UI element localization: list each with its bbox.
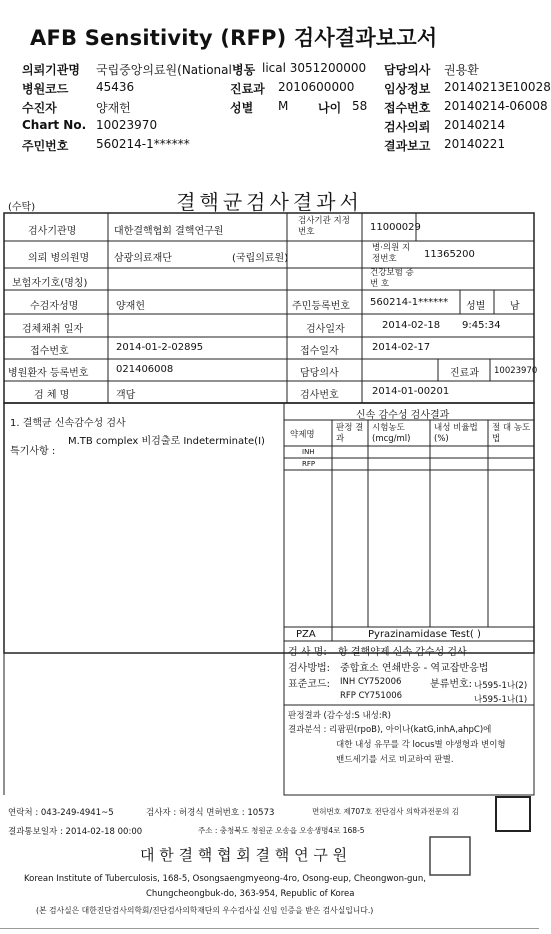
value-doctor: 권용환: [444, 63, 479, 77]
value-age: 58: [352, 99, 368, 113]
value-clinical: 20140213E10028: [444, 80, 551, 94]
label-doctor: 담당의사: [384, 63, 431, 77]
label-hospcode: 병원코드: [22, 82, 69, 96]
value-rrn: 560214-1******: [96, 137, 190, 151]
label-sex: 성별: [230, 101, 254, 115]
lbl-hosp: 의뢰 병의원명: [28, 253, 90, 264]
judge-line1: 판정결과 (감수성:S 내성:R): [288, 711, 391, 721]
lbl-patient: 수검자성명: [30, 301, 79, 312]
val-code: 11000029: [370, 222, 421, 233]
drug-inh: INH: [302, 448, 315, 456]
label-rrn: 주민번호: [22, 139, 69, 153]
sens-h-drug: 약제명: [290, 430, 315, 440]
code-label: 표준코드:: [288, 679, 331, 690]
val-dept: 10023970: [494, 366, 538, 376]
value-request: 20140214: [444, 118, 506, 132]
value-ward: lical 3051200000: [262, 61, 367, 75]
val-test-time: 9:45:34: [462, 320, 501, 331]
method-value: 중합효소 연쇄반응 - 역교잡반응법: [340, 663, 489, 674]
value-patient: 양재헌: [96, 101, 131, 115]
val-inst: 대한결핵협회 결핵연구원: [114, 226, 224, 237]
inh-code: INH CY752006: [340, 677, 402, 687]
class-label: 분류번호:: [430, 679, 473, 690]
lbl-test-date: 검사일자: [306, 324, 345, 335]
val-test-no: 2014-01-00201: [372, 386, 450, 397]
report-title: AFB Sensitivity (RFP) 검사결과보고서: [30, 26, 438, 50]
doc-title: 결핵균검사결과서: [176, 190, 363, 214]
bottom-divider: [0, 928, 539, 929]
val-hosp: 삼광의료재단: [114, 253, 172, 264]
class2: 나595-1나(1): [474, 695, 528, 705]
lbl-code: 검사기관 지정번호: [298, 216, 350, 237]
judge-line3: 대한 내성 유무를 각 locus별 야생형과 변이형: [336, 740, 506, 750]
footer-license: 면허번호 제707호 전단검사 의학과전문의 김: [312, 807, 460, 816]
lbl-hosp-code: 병·의원 지정번호: [372, 243, 411, 264]
val-hosp-note: (국립의료원): [232, 253, 289, 264]
value-dept: 2010600000: [278, 80, 355, 94]
lbl-doctor: 담당의사: [300, 368, 339, 379]
value-report: 20140221: [444, 137, 506, 151]
footer-examiner: 검사자 : 허경식 면허번호 : 10573: [146, 808, 275, 818]
sens-title: 신속 감수성 검사결과: [356, 410, 450, 421]
lbl-receipt-date: 접수일자: [300, 346, 339, 357]
value-chart: 10023970: [96, 118, 158, 132]
lbl-dept: 진료과: [450, 368, 479, 379]
label-patient: 수진자: [22, 101, 57, 115]
label-ward: 병동: [232, 63, 256, 77]
lbl-inst: 검사기관명: [28, 226, 77, 237]
remark-label: 특기사항 :: [10, 446, 56, 457]
label-dept: 진료과: [230, 82, 265, 96]
sens-h-ratio: 내성 비율법(%): [434, 423, 478, 444]
footer-org-en1: Korean Institute of Tuberculosis, 168-5, Osongsaengmyeong-4ro, Osong-eup, Cheongwon-gun,: [24, 874, 426, 884]
value-hospcode: 45436: [96, 80, 135, 94]
value-inst: 국립중앙의료원(National: [96, 63, 232, 77]
lbl-receipt: 접수번호: [30, 346, 69, 357]
val-rrn: 560214-1******: [370, 297, 449, 308]
judge-line2: 결과분석 : 리팜핀(rpoB), 아이나(katG,inhA,ahpC)에: [288, 725, 492, 735]
val-hosp-code: 11365200: [424, 249, 475, 260]
label-clinical: 임상정보: [384, 82, 431, 96]
footer-note: (본 검사실은 대한진단검사의학회/진단검사의학재단의 우수검사실 신임 인증을 받은 검사실입니다.): [36, 906, 374, 915]
lbl-collect: 검체채취 일자: [22, 324, 84, 335]
method-name: 항 결핵약제 신속 감수성 검사: [338, 647, 467, 658]
footer-org-ko: 대 한 결 핵 협 회 결 핵 연 구 원: [140, 846, 348, 864]
test-result: M.TB complex 비검출로 Indeterminate(I): [68, 436, 265, 447]
val-receipt: 2014-01-2-02895: [116, 342, 204, 353]
footer-address: 주소 : 충청북도 청원군 오송읍 오송생명4로 168-5: [198, 826, 365, 835]
lbl-sex: 성별: [466, 301, 486, 312]
pza-text: Pyrazinamidase Test( ): [368, 629, 481, 640]
method-name-label: 검 사 명:: [288, 647, 327, 658]
val-sex: 남: [510, 301, 520, 312]
method-label: 검사방법:: [288, 663, 331, 674]
footer-contact: 연락처 : 043-249-4941~5: [8, 808, 114, 818]
corner-mark: (수탁): [8, 202, 36, 213]
class1: 나595-1나(2): [474, 681, 528, 691]
value-receipt: 20140214-06008: [444, 99, 548, 113]
label-chart: Chart No.: [22, 118, 87, 132]
sens-h-abs: 절 대 농도법: [492, 423, 531, 444]
value-sex: M: [278, 99, 289, 113]
val-reg: 021406008: [116, 364, 174, 375]
label-age: 나이: [318, 101, 342, 115]
test-item: 1. 결핵균 신속감수성 검사: [10, 418, 126, 429]
label-receipt: 접수번호: [384, 101, 431, 115]
val-test-date: 2014-02-18: [382, 320, 441, 331]
label-request: 검사의뢰: [384, 120, 431, 134]
sens-h-judge: 판정 결과: [336, 423, 364, 444]
label-report: 결과보고: [384, 139, 431, 153]
lbl-rrn: 주민등록번호: [292, 301, 350, 312]
drug-rfp: RFP: [302, 460, 316, 468]
val-patient: 양재헌: [116, 301, 145, 312]
footer-org-en2: Chungcheongbuk-do, 363-954, Republic of Korea: [146, 889, 355, 899]
lbl-reg: 병원환자 등록번호: [8, 368, 89, 379]
pza-label: PZA: [296, 629, 316, 640]
footer-notify: 결과통보일자 : 2014-02-18 00:00: [8, 827, 143, 837]
lbl-test-no: 검사번호: [300, 390, 339, 401]
rfp-code: RFP CY751006: [340, 691, 403, 701]
judge-line4: 밴드세기를 서로 비교하여 판별.: [336, 755, 454, 765]
label-inst: 의뢰기관명: [22, 63, 80, 77]
lbl-specimen: 검 체 명: [34, 390, 70, 401]
val-specimen: 객담: [116, 390, 136, 401]
lbl-ins: 보험자기호(명칭): [12, 278, 88, 289]
val-receipt-date: 2014-02-17: [372, 342, 431, 353]
lbl-ins-no: 건강보험 증 번 호: [370, 268, 414, 289]
sens-h-conc: 시험농도 (mcg/ml): [372, 423, 411, 444]
